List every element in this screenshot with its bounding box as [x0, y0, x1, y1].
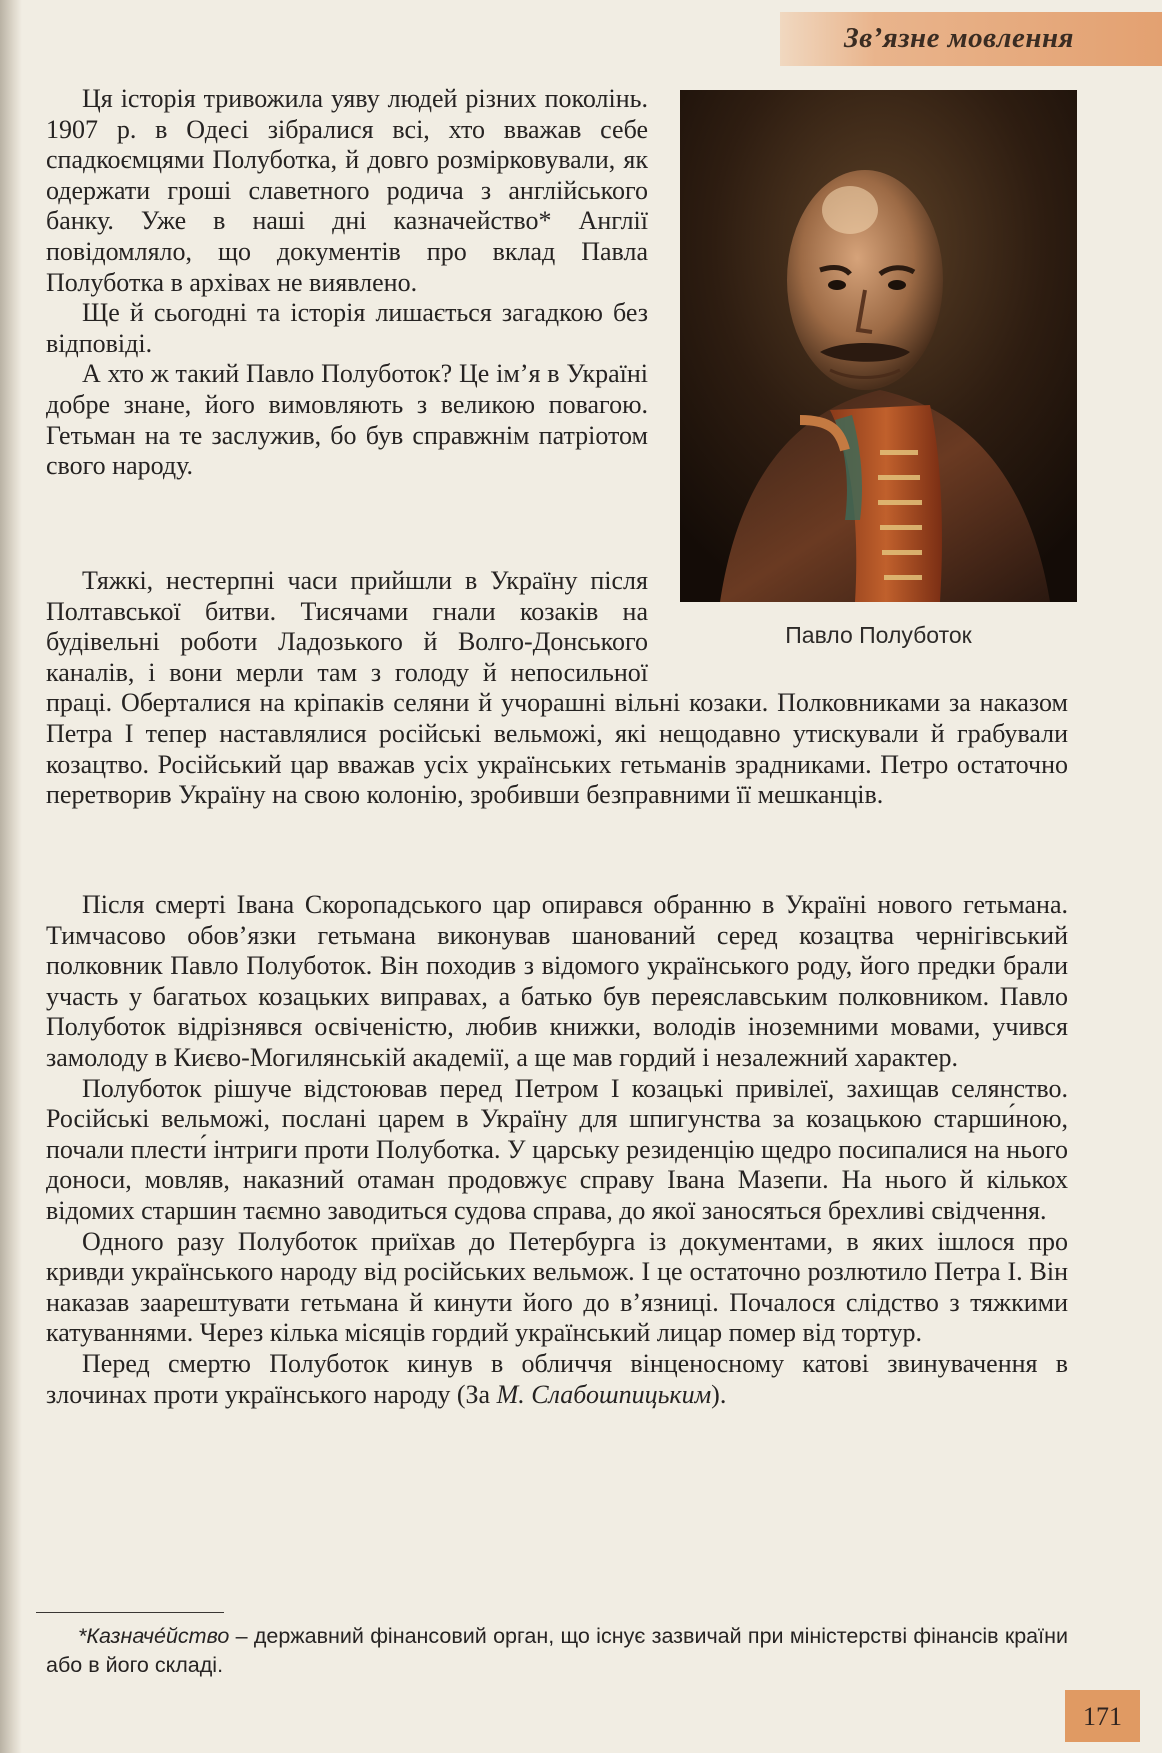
- portrait-caption: Павло Полуботок: [785, 622, 972, 648]
- paragraph: Ще й сьогодні та історія лишається загадкою без відповіді.: [46, 298, 648, 358]
- body-text-top: [46, 84, 648, 482]
- body-text-bottom: [46, 890, 1068, 1410]
- paragraph: Тяжкі, нестерпні часи прийшли в Україну після Полтавської битви. Тисячами гнали козаків на будівельні роботи Ладозького й Волго-Донського каналів, і вони мерли там з голоду й непосильної праці. Оберталися на кріпаків селяни й учорашні вільні козаки. Полковниками за наказом Петра I тепер наставлялися російські вельможі, які нещодавно утискували й грабували козацтво. Російський цар вважав усіх українських гетьманів зрадниками. Петро остаточно перетворив Україну на свою колонію, зробивши безправними її мешканців.: [46, 566, 1068, 810]
- paragraph: Після смерті Івана Скоропадського цар опирався обранню в Україні нового гетьмана. Тимчасово обов’язки гетьмана виконував шанований серед козацтва чернігівський полковник Павло Полуботок. Він походив з відомого українського роду, його предки брали участь у багатьох козацьких виправах, а батько був переяславським полковником. Павло Полуботок відрізнявся освіченістю, любив книжки, володів іноземними мовами, учився замолоду в Києво-Могилянській академії, а ще мав гордий і незалежний характер.: [46, 890, 1068, 1072]
- page-number: 171: [1083, 1702, 1122, 1731]
- paragraph-last: [46, 1349, 1068, 1410]
- paragraph: Полуботок рішуче відстоював перед Петром I козацькі привілеї, захищав селянство. Російські вельможі, послані царем в Україну для шпигунства за козацькою старши́ною, почали плести́ інтриги проти Полуботка. У царську резиденцію щедро посипалися на нього доноси, мовляв, наказний отаман продовжує справу Івана Мазепи. На нього й кількох відомих старшин таємно заводиться судова справа, до якої заносяться брехливі свідчення.: [46, 1073, 1068, 1225]
- paragraph: Одного разу Полуботок приїхав до Петербурга із документами, в яких ішлося про кривди українського народу від російських вельмож. І це остаточно розлютило Петра I. Він наказав заарештувати гетьмана й кинути його до в’язниці. Почалося слідство з тяжкими катуваннями. Через кілька місяців гордий український лицар помер від тортур.: [46, 1226, 1068, 1348]
- section-header-band: [780, 12, 1162, 66]
- page-number-box: [1065, 1690, 1140, 1742]
- page-binding-edge: [0, 0, 22, 1753]
- footnote-divider: [36, 1612, 224, 1613]
- paragraph: Ця історія тривожила уяву людей різних поколінь. 1907 р. в Одесі зібралися всі, хто вважав себе спадкоємцями Полуботка, й довго розмірковували, як одержати гроші славетного родича з англійського банку. Уже в наші дні казначейство* Англії повідомляло, що документів про вклад Павла Полуботка в архівах не виявлено.: [46, 84, 648, 297]
- section-title: Зв’язне мовлення: [843, 22, 1074, 54]
- paragraph: А хто ж такий Павло Полуботок? Це ім’я в Україні добре знане, його вимовляють з великою повагою. Гетьман на те заслужив, бо був справжнім патріотом свого народу.: [46, 359, 648, 481]
- portrait-image: [680, 90, 1077, 602]
- body-text-wrap: [46, 566, 1068, 811]
- paragraph-end: ).: [711, 1379, 727, 1409]
- float-spacer: [648, 566, 1068, 666]
- portrait-illustration: [680, 90, 1077, 602]
- paragraph-text: Перед смертю Полуботок кинув в обличчя вінценосному катові звинувачення в злочинах проти українського народу (За: [46, 1348, 1068, 1409]
- footnote-definition: – державний фінансовий орган, що існує зазвичай при міністерстві фінансів країни або в його складі.: [46, 1624, 1068, 1677]
- footnote-text: [46, 1622, 1068, 1680]
- footnote-term: *Казначе́йство: [78, 1624, 230, 1648]
- author-name: М. Слабошпицьким: [496, 1379, 712, 1409]
- footnote: [46, 1622, 1068, 1680]
